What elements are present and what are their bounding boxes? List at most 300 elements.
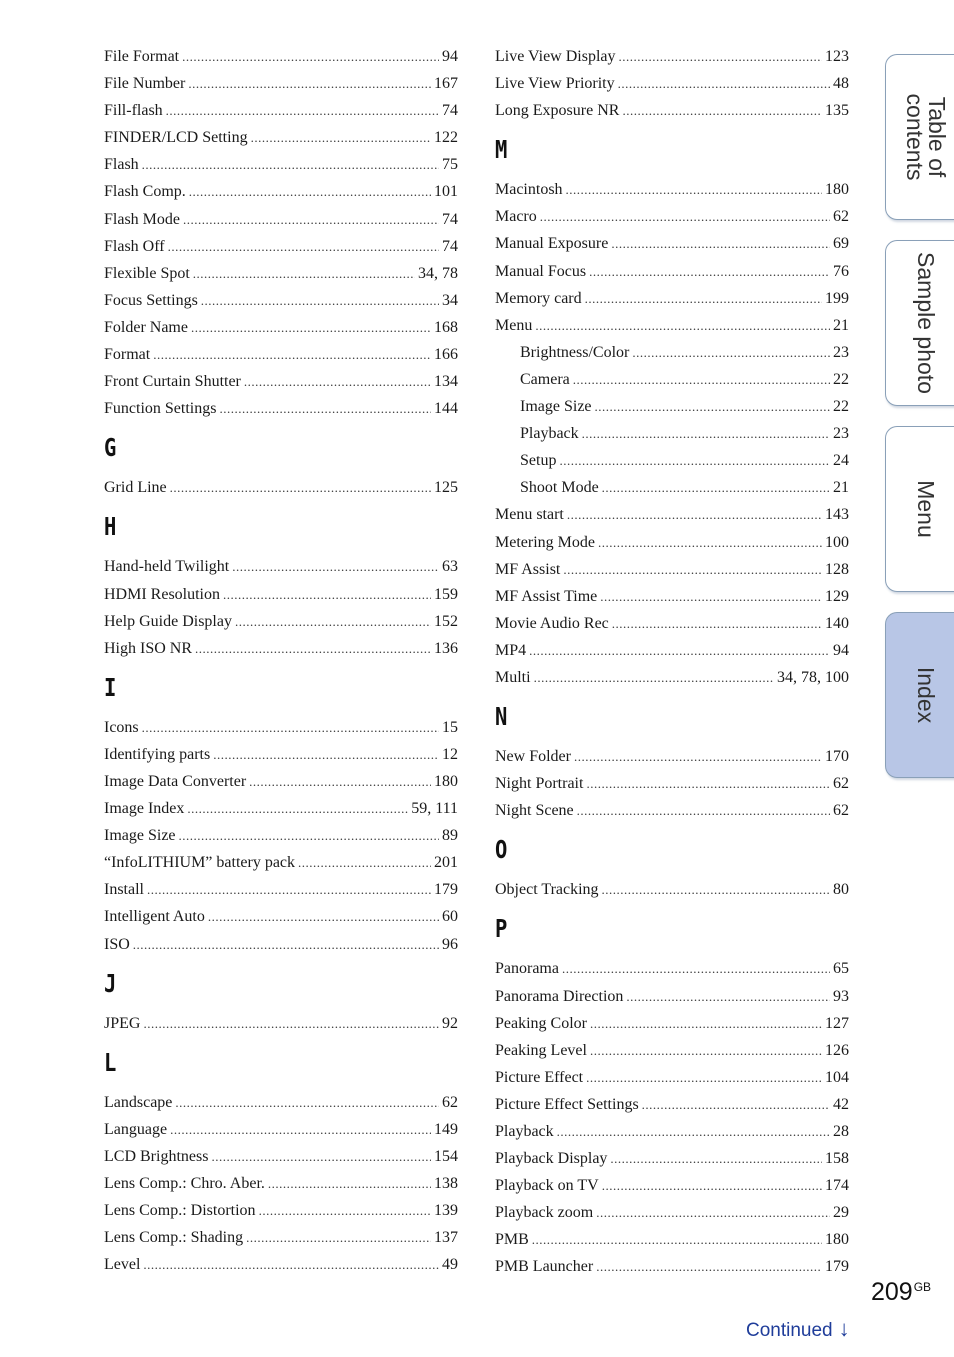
index-entry-label: MF Assist Time (495, 587, 598, 605)
index-entry-label: Menu start (495, 506, 564, 524)
index-entry-label: Language (104, 1120, 168, 1138)
index-entry[interactable] (495, 1145, 849, 1172)
index-entry-page[interactable]: 159 (434, 585, 458, 603)
index-entry-page[interactable]: 21 (833, 479, 849, 497)
index-entry[interactable] (104, 314, 458, 341)
dot-leader (251, 124, 431, 151)
tab-label: Sample photo (912, 252, 939, 394)
index-entry-page[interactable]: 158 (825, 1150, 849, 1168)
dot-leader (574, 743, 822, 770)
dot-leader (540, 203, 830, 230)
index-entry[interactable] (104, 1116, 458, 1143)
index-entry[interactable] (104, 260, 458, 287)
index-entry[interactable] (495, 876, 849, 903)
dot-leader (188, 70, 431, 97)
index-entry-page[interactable]: 34, 78 (418, 264, 458, 282)
index-entry-page[interactable]: 149 (434, 1120, 458, 1138)
dot-leader (259, 1197, 431, 1224)
index-subentry[interactable] (495, 420, 849, 447)
dot-leader (559, 447, 830, 474)
index-entry-label: Multi (495, 668, 531, 686)
index-entry-page[interactable]: 134 (434, 373, 458, 391)
index-entry-label: Picture Effect (495, 1068, 584, 1086)
index-subentry[interactable] (495, 474, 849, 501)
side-tabs (885, 0, 954, 1357)
index-entry[interactable] (495, 1172, 849, 1199)
index-entry[interactable] (104, 1224, 458, 1251)
index-entry-page[interactable]: 93 (833, 987, 849, 1005)
index-entry-label: Manual Exposure (495, 235, 609, 253)
index-entry-page[interactable]: 152 (434, 612, 458, 630)
dot-leader (577, 797, 830, 824)
index-entry-page[interactable]: 48 (833, 75, 849, 93)
dot-leader (642, 1091, 830, 1118)
index-entry-label: Flash Comp. (104, 183, 186, 201)
dot-leader (168, 233, 439, 260)
dot-leader (590, 1010, 822, 1037)
index-entry-page[interactable]: 76 (833, 262, 849, 280)
index-entry[interactable] (104, 931, 458, 958)
index-entry-page[interactable]: 166 (434, 346, 458, 364)
index-entry-page[interactable]: 127 (825, 1014, 849, 1032)
index-entry[interactable] (104, 474, 458, 501)
index-letter-heading: G (104, 433, 117, 463)
dot-leader (590, 1037, 822, 1064)
tab-label: Index (912, 666, 939, 724)
dot-leader (246, 1224, 431, 1251)
index-entry[interactable] (104, 849, 458, 876)
index-entry-page[interactable]: 125 (434, 479, 458, 497)
index-entry-page[interactable]: 100 (825, 533, 849, 551)
index-entry-page[interactable]: 136 (434, 639, 458, 657)
dot-leader (595, 393, 830, 420)
index-entry[interactable] (495, 955, 849, 982)
index-entry[interactable] (495, 501, 849, 528)
index-entry-page[interactable]: 143 (825, 506, 849, 524)
index-entry-page[interactable]: 42 (833, 1095, 849, 1113)
index-entry-label: PMB (495, 1231, 529, 1249)
index-entry[interactable] (104, 822, 458, 849)
index-entry[interactable] (104, 178, 458, 205)
index-entry-page[interactable]: 137 (434, 1229, 458, 1247)
index-entry[interactable] (495, 529, 849, 556)
index-entry-label: Flexible Spot (104, 264, 190, 282)
index-entry-page[interactable]: 122 (434, 129, 458, 147)
index-entry-label: PMB Launcher (495, 1258, 594, 1276)
index-entry-page[interactable]: 34, 78, 100 (777, 668, 849, 686)
index-entry-label: Live View Display (495, 48, 616, 65)
index-entry-label: Playback Display (495, 1150, 608, 1168)
page-number-suffix: GB (913, 1280, 932, 1294)
index-subentry[interactable] (495, 393, 849, 420)
dot-leader (534, 664, 774, 691)
tab-table-of-contents[interactable] (885, 54, 954, 220)
index-entry-page[interactable]: 199 (825, 289, 849, 307)
index-entry-page[interactable]: 34 (442, 291, 458, 309)
continued-link[interactable] (746, 1316, 850, 1342)
index-entry-label: Movie Audio Rec (495, 614, 609, 632)
index-entry-page[interactable]: 29 (833, 1204, 849, 1222)
index-entry-page[interactable]: 89 (442, 827, 458, 845)
index-entry-page[interactable]: 138 (434, 1175, 458, 1192)
dot-leader (598, 529, 822, 556)
index-entry-page[interactable]: 15 (442, 718, 458, 736)
dot-leader (133, 931, 439, 958)
dot-leader (195, 635, 431, 662)
index-entry[interactable] (104, 553, 458, 580)
index-entry[interactable] (495, 97, 849, 124)
index-entry-page[interactable]: 154 (434, 1147, 458, 1165)
index-subentry[interactable] (495, 447, 849, 474)
page-number (871, 1278, 931, 1307)
index-entry-page[interactable]: 123 (825, 48, 849, 65)
dot-leader (602, 474, 830, 501)
index-entry[interactable] (104, 581, 458, 608)
index-entry[interactable] (495, 1010, 849, 1037)
index-entry-label: Hand-held Twilight (104, 558, 230, 576)
dot-leader (567, 501, 822, 528)
index-entry-page[interactable]: 49 (442, 1256, 458, 1274)
down-arrow-icon: ↓ (838, 1316, 850, 1341)
index-entry[interactable] (495, 176, 849, 203)
index-entry-page[interactable]: 65 (833, 960, 849, 978)
index-entry-label: Intelligent Auto (104, 908, 205, 926)
index-entry-label: Night Scene (495, 802, 574, 820)
index-entry-label: Playback (520, 425, 579, 443)
dot-leader (170, 1116, 431, 1143)
index-entry-page[interactable]: 12 (442, 745, 458, 763)
dot-leader (535, 312, 830, 339)
index-entry-page[interactable]: 24 (833, 452, 849, 470)
dot-leader (170, 474, 431, 501)
index-entry-label: Identifying parts (104, 745, 211, 763)
index-entry[interactable] (495, 664, 849, 691)
index-entry-label: Live View Priority (495, 75, 615, 93)
index-entry[interactable] (104, 1251, 458, 1278)
index-entry[interactable] (495, 1118, 849, 1145)
dot-leader (147, 876, 431, 903)
index-entry-page[interactable]: 180 (825, 181, 849, 199)
dot-leader (143, 1251, 439, 1278)
index-entry-page[interactable]: 23 (833, 343, 849, 361)
index-entry-page[interactable]: 140 (825, 614, 849, 632)
index-entry[interactable] (495, 770, 849, 797)
index-subentry[interactable] (495, 339, 849, 366)
index-letter-heading: J (104, 968, 117, 998)
dot-leader (142, 151, 439, 178)
index-entry-label: MF Assist (495, 560, 561, 578)
index-entry-label: Icons (104, 718, 139, 736)
index-entry-page[interactable]: 69 (833, 235, 849, 253)
index-entry[interactable] (104, 1197, 458, 1224)
index-entry-page[interactable]: 94 (833, 641, 849, 659)
index-entry-page[interactable]: 96 (442, 935, 458, 953)
index-entry-label: Install (104, 881, 144, 899)
index-entry-label: Landscape (104, 1093, 173, 1111)
index-entry-label: Grid Line (104, 479, 167, 497)
index-entry-page[interactable]: 94 (442, 48, 458, 65)
dot-leader (600, 583, 822, 610)
index-entry-page[interactable]: 170 (825, 748, 849, 766)
index-entry-label: Level (104, 1256, 141, 1274)
index-entry-label: ISO (104, 935, 130, 953)
index-entry[interactable] (104, 635, 458, 662)
index-entry-page[interactable]: 28 (833, 1123, 849, 1140)
dot-leader (223, 581, 431, 608)
index-entry-label: Brightness/Color (520, 343, 630, 361)
dot-leader (632, 339, 830, 366)
dot-leader (142, 714, 439, 741)
index-entry-page[interactable]: 62 (833, 775, 849, 793)
dot-leader (232, 553, 439, 580)
index-entry-page[interactable]: 135 (825, 102, 849, 120)
dot-leader (235, 608, 431, 635)
dot-leader (563, 556, 822, 583)
index-entry-label: Lens Comp.: Distortion (104, 1202, 256, 1220)
index-entry-label: Object Tracking (495, 881, 599, 899)
index-letter-heading: P (495, 914, 508, 944)
index-entry[interactable] (104, 1089, 458, 1116)
index-entry-label: LCD Brightness (104, 1147, 209, 1165)
index-entry[interactable] (104, 43, 458, 70)
dot-leader (586, 1064, 822, 1091)
index-entry-page[interactable]: 92 (442, 1014, 458, 1032)
index-entry-label: Lens Comp.: Shading (104, 1229, 244, 1247)
index-entry[interactable] (104, 70, 458, 97)
index-entry[interactable] (104, 903, 458, 930)
dot-leader (562, 955, 830, 982)
index-entry[interactable] (104, 714, 458, 741)
index-entry[interactable] (495, 1253, 849, 1280)
dot-leader (219, 395, 431, 422)
index-entry-page[interactable]: 180 (434, 772, 458, 790)
index-entry[interactable] (104, 395, 458, 422)
index-entry[interactable] (104, 795, 458, 822)
dot-leader (208, 903, 439, 930)
index-entry-label: Image Size (104, 827, 176, 845)
dot-leader (191, 314, 431, 341)
index-entry[interactable] (495, 1037, 849, 1064)
index-entry[interactable] (495, 610, 849, 637)
dot-leader (183, 206, 439, 233)
index-entry-page[interactable]: 104 (825, 1068, 849, 1086)
index-entry[interactable] (104, 1143, 458, 1170)
dot-leader (596, 1199, 830, 1226)
index-entry[interactable] (495, 1226, 849, 1253)
index-entry-label: Lens Comp.: Chro. Aber. (104, 1175, 265, 1192)
index-entry-page[interactable]: 74 (442, 210, 458, 228)
index-entry-page[interactable]: 167 (434, 75, 458, 93)
index-entry[interactable] (495, 1064, 849, 1091)
index-entry-page[interactable]: 74 (442, 102, 458, 120)
index-entry[interactable] (104, 287, 458, 314)
index-entry-page[interactable]: 63 (442, 558, 458, 576)
tab-index[interactable] (885, 612, 954, 778)
index-entry[interactable] (495, 312, 849, 339)
dot-leader (622, 97, 822, 124)
index-entry[interactable] (104, 206, 458, 233)
index-entry[interactable] (495, 43, 849, 70)
index-entry-label: Picture Effect Settings (495, 1095, 639, 1113)
tab-label: Menu (912, 480, 939, 538)
index-entry-label: Panorama Direction (495, 987, 624, 1005)
dot-leader (566, 176, 822, 203)
index-entry-label: Fill-flash (104, 102, 163, 120)
index-entry[interactable] (495, 285, 849, 312)
index-entry[interactable] (104, 124, 458, 151)
index-entry-label: Image Size (520, 398, 592, 416)
dot-leader (187, 795, 408, 822)
dot-leader (602, 876, 830, 903)
index-entry[interactable] (495, 1091, 849, 1118)
index-entry-label: Long Exposure NR (495, 102, 620, 120)
dot-leader (573, 366, 830, 393)
index-entry[interactable] (495, 1199, 849, 1226)
index-entry-page[interactable]: 62 (833, 802, 849, 820)
index-entry[interactable] (104, 608, 458, 635)
index-entry-label: Image Data Converter (104, 772, 247, 790)
index-entry-page[interactable]: 174 (825, 1177, 849, 1195)
index-entry-page[interactable]: 80 (833, 881, 849, 899)
index-subentry[interactable] (495, 366, 849, 393)
index-entry-label: Help Guide Display (104, 612, 232, 630)
dot-leader (582, 420, 830, 447)
index-entry-label: High ISO NR (104, 639, 193, 657)
index-entry-page[interactable]: 60 (442, 908, 458, 926)
index-entry-page[interactable]: 101 (434, 183, 458, 201)
dot-leader (618, 70, 830, 97)
index-entry[interactable] (104, 97, 458, 124)
dot-leader (298, 849, 431, 876)
dot-leader (213, 741, 439, 768)
index-entry-page[interactable]: 180 (825, 1231, 849, 1249)
index-entry-page[interactable]: 139 (434, 1202, 458, 1220)
index-entry-label: File Number (104, 75, 186, 93)
index-entry-page[interactable]: 129 (825, 587, 849, 605)
dot-leader (193, 260, 415, 287)
index-entry-label: Panorama (495, 960, 559, 978)
index-letter-heading: H (104, 512, 117, 542)
index-entry[interactable] (495, 983, 849, 1010)
index-entry-page[interactable]: 201 (434, 854, 458, 872)
index-entry-label: JPEG (104, 1014, 141, 1032)
dot-leader (557, 1118, 830, 1145)
dot-leader (529, 637, 830, 664)
dot-leader (211, 1143, 431, 1170)
dot-leader (153, 341, 431, 368)
dot-leader (596, 1253, 822, 1280)
dot-leader (602, 1172, 822, 1199)
index-entry[interactable] (495, 556, 849, 583)
dot-leader (175, 1089, 439, 1116)
index-entry-page[interactable]: 74 (442, 237, 458, 255)
index-entry[interactable] (495, 583, 849, 610)
index-entry-page[interactable]: 168 (434, 318, 458, 336)
index-entry-page[interactable]: 23 (833, 425, 849, 443)
index-entry-label: Manual Focus (495, 262, 587, 280)
index-entry-label: Flash Off (104, 237, 165, 255)
index-entry[interactable] (495, 230, 849, 257)
index-entry-page[interactable]: 22 (833, 398, 849, 416)
index-entry[interactable] (495, 743, 849, 770)
index-entry[interactable] (104, 876, 458, 903)
index-entry-page[interactable]: 62 (833, 208, 849, 226)
index-entry-label: MP4 (495, 641, 527, 659)
index-entry-label: Front Curtain Shutter (104, 373, 241, 391)
index-entry[interactable] (104, 1010, 458, 1037)
dot-leader (611, 230, 830, 257)
index-entry-page[interactable]: 179 (434, 881, 458, 899)
index-entry-label: New Folder (495, 748, 571, 766)
index-entry-label: FINDER/LCD Setting (104, 129, 248, 147)
index-entry-page[interactable]: 22 (833, 370, 849, 388)
index-column-right (495, 43, 849, 1281)
dot-leader (626, 983, 830, 1010)
index-entry[interactable] (495, 258, 849, 285)
dot-leader (189, 178, 431, 205)
index-entry-label: Peaking Level (495, 1041, 587, 1059)
index-entry-label: Playback zoom (495, 1204, 594, 1222)
index-entry-label: “InfoLITHIUM” battery pack (104, 854, 296, 872)
index-entry[interactable] (104, 233, 458, 260)
index-entry[interactable] (495, 797, 849, 824)
index-entry-label: Image Index (104, 800, 185, 818)
index-entry-page[interactable]: 128 (825, 560, 849, 578)
index-entry-label: Shoot Mode (520, 479, 599, 497)
index-entry-label: Folder Name (104, 318, 188, 336)
dot-leader (179, 822, 439, 849)
index-entry[interactable] (104, 151, 458, 178)
index-entry-page[interactable]: 126 (825, 1041, 849, 1059)
index-entry[interactable] (495, 203, 849, 230)
dot-leader (244, 368, 431, 395)
index-column-left (104, 43, 458, 1278)
tab-menu[interactable] (885, 426, 954, 592)
tab-label: Table of contents (901, 93, 950, 181)
index-entry-page[interactable]: 179 (825, 1258, 849, 1276)
dot-leader (201, 287, 439, 314)
index-entry-label: Menu (495, 316, 533, 334)
index-entry-page[interactable]: 62 (442, 1093, 458, 1111)
index-letter-heading: N (495, 702, 508, 732)
index-entry[interactable] (104, 368, 458, 395)
index-entry-page[interactable]: 21 (833, 316, 849, 334)
index-entry-label: Flash Mode (104, 210, 180, 228)
index-entry-label: File Format (104, 48, 180, 65)
dot-leader (143, 1010, 439, 1037)
dot-leader (182, 43, 439, 70)
dot-leader (586, 770, 830, 797)
index-entry[interactable] (104, 1170, 458, 1197)
index-entry[interactable] (495, 70, 849, 97)
index-entry-page[interactable]: 59, 111 (411, 800, 458, 818)
index-entry[interactable] (104, 341, 458, 368)
index-entry-label: Camera (520, 370, 570, 388)
index-entry-label: Peaking Color (495, 1014, 587, 1032)
index-entry-page[interactable]: 144 (434, 400, 458, 418)
dot-leader (612, 610, 822, 637)
index-entry[interactable] (104, 741, 458, 768)
tab-sample-photo[interactable] (885, 240, 954, 406)
index-entry[interactable] (104, 768, 458, 795)
index-entry-label: Macro (495, 208, 537, 226)
index-entry[interactable] (495, 637, 849, 664)
dot-leader (268, 1170, 431, 1197)
index-letter-heading: I (104, 672, 117, 702)
dot-leader (619, 43, 823, 70)
page-number-value: 209 (871, 1278, 913, 1306)
index-entry-page[interactable]: 75 (442, 156, 458, 174)
